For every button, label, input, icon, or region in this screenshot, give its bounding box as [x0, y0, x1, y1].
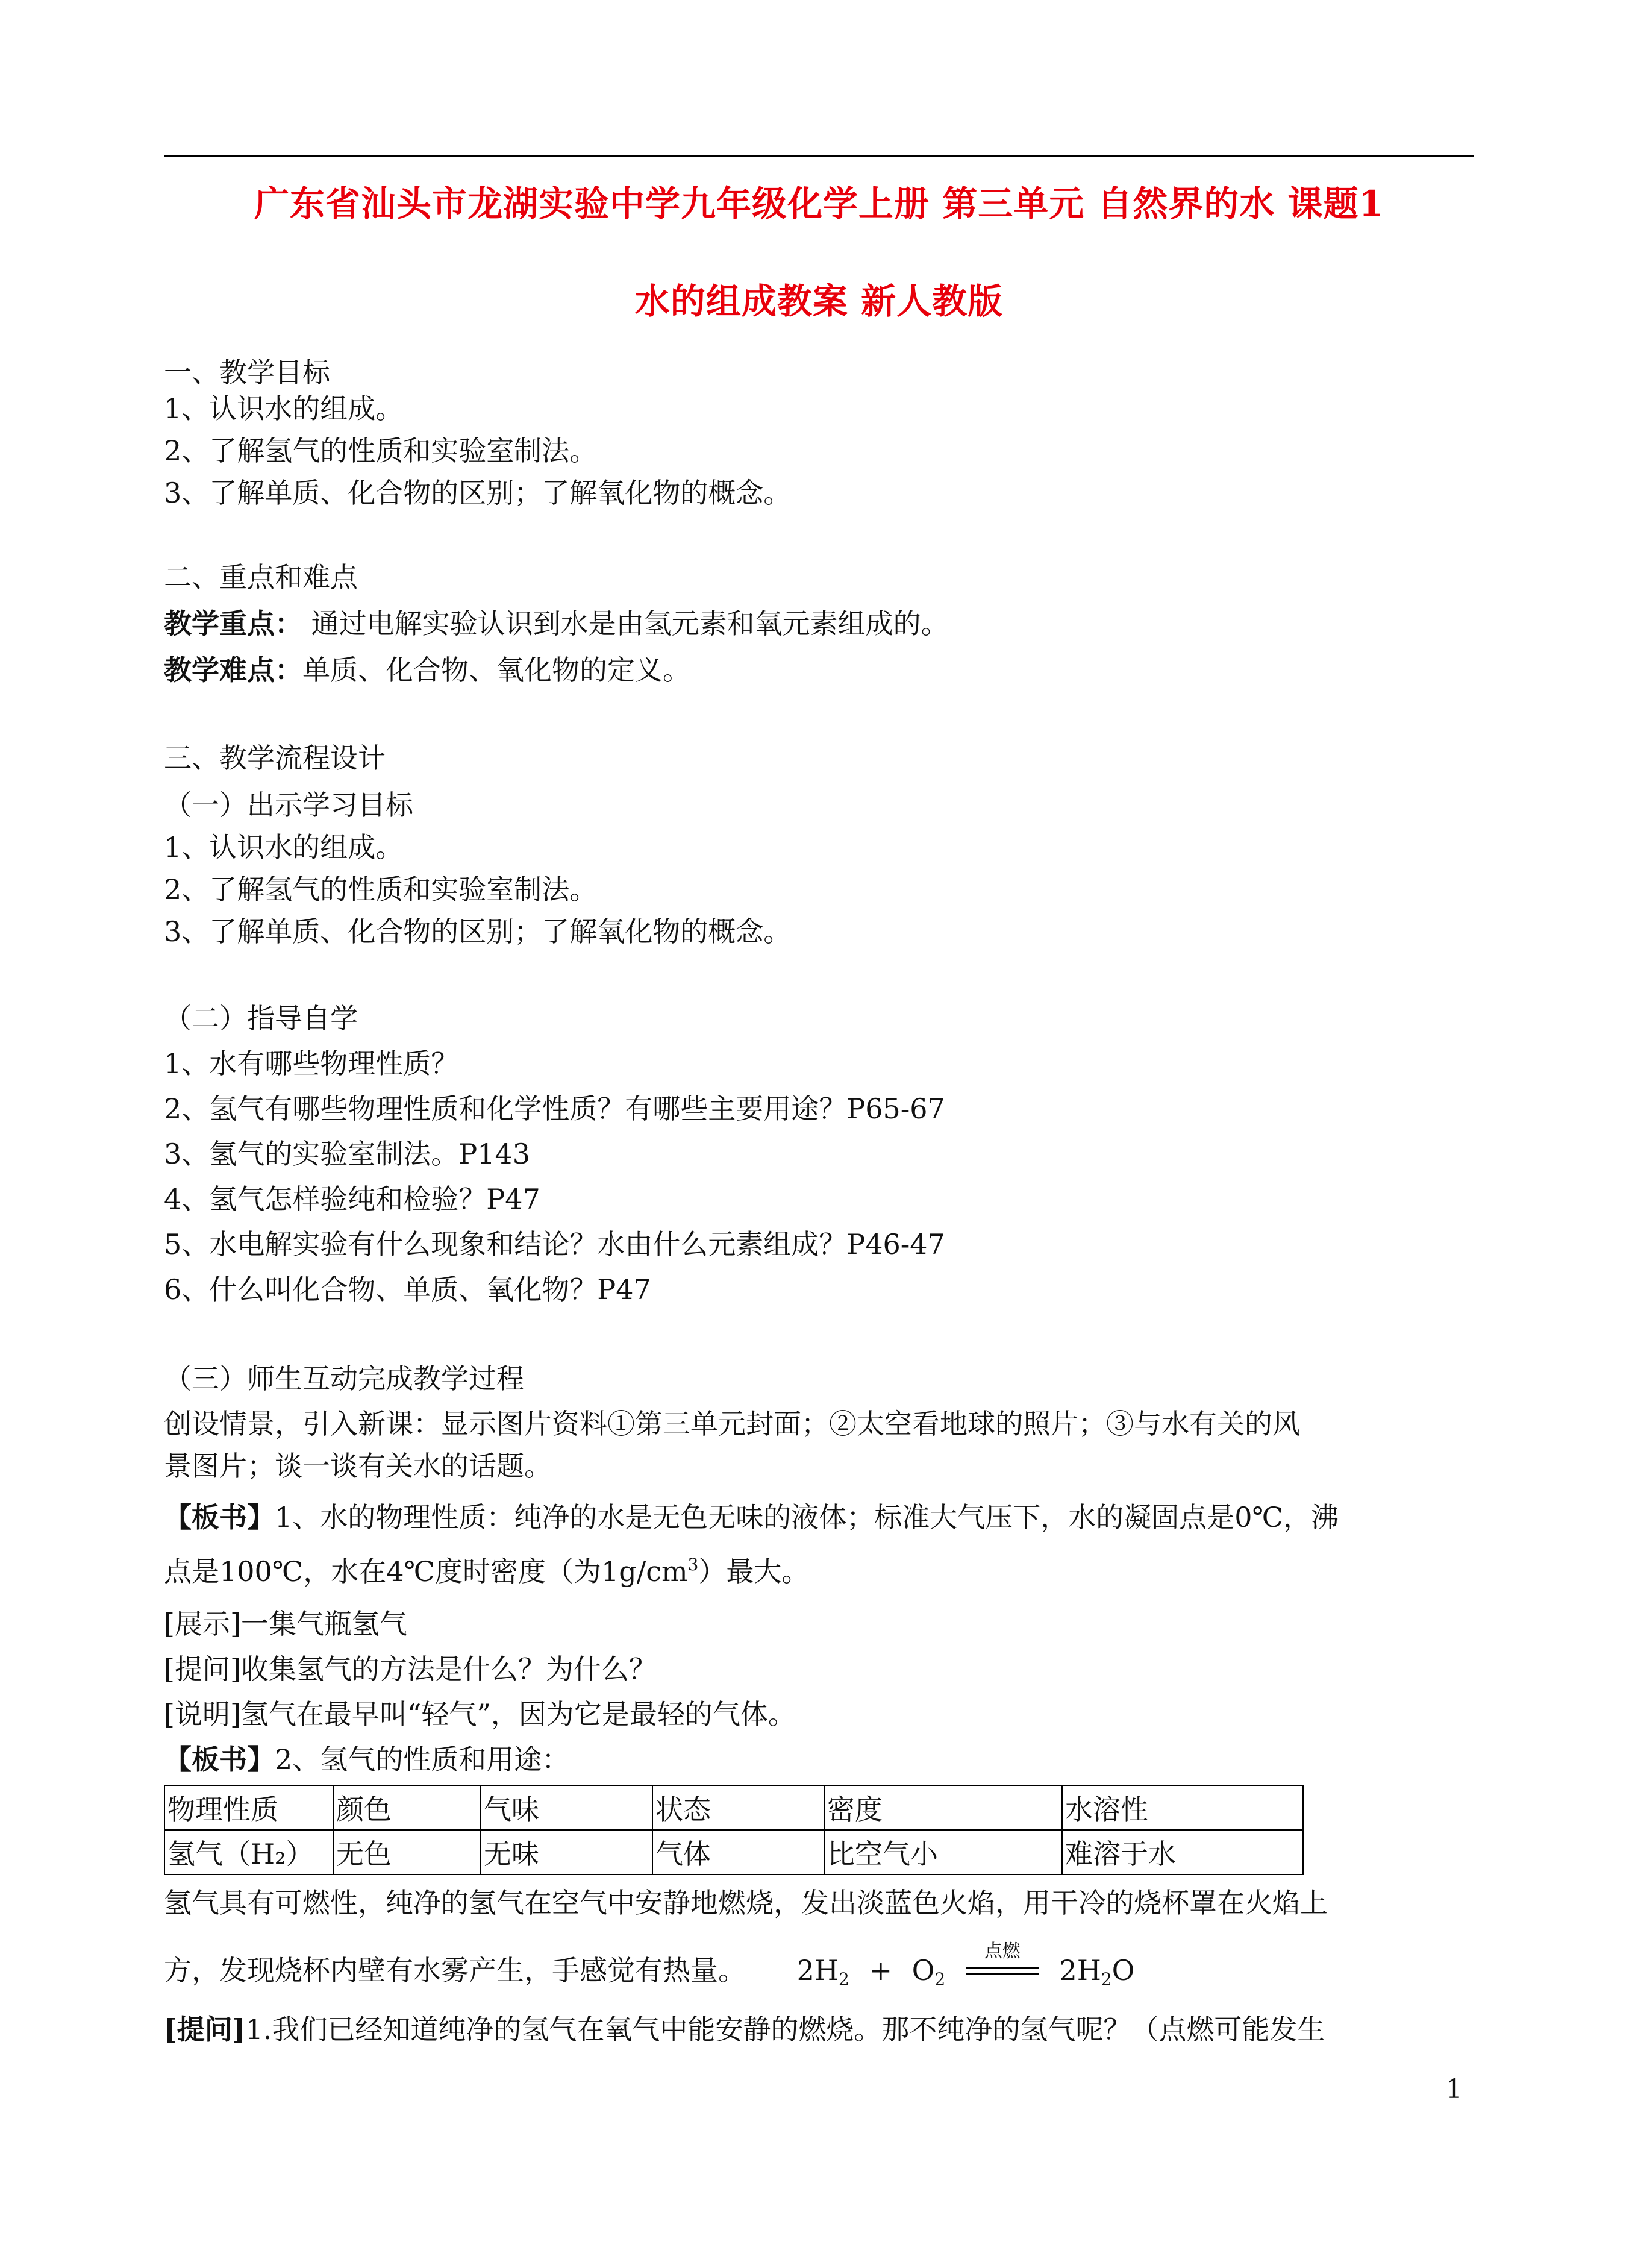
list-item: 2、了解氢气的性质和实验室制法。: [164, 873, 598, 906]
list-item: 1、水有哪些物理性质？: [164, 1047, 459, 1080]
difficult-point-line: [164, 652, 690, 688]
superscript: 3: [687, 1555, 699, 1574]
equals-bar: [966, 1967, 1039, 1969]
board-note-line: [164, 1741, 569, 1778]
key-point-text: 通过电解实验认识到水是由氢元素和氧元素组成的。: [302, 607, 949, 640]
table-header-cell: 颜色: [333, 1785, 481, 1830]
table-header-cell: 水溶性: [1062, 1785, 1303, 1830]
table-cell: 气体: [652, 1830, 824, 1875]
list-item: 2、了解氢气的性质和实验室制法。: [164, 434, 598, 467]
section-heading: 一、教学目标: [164, 356, 330, 389]
table-cell: 难溶于水: [1062, 1830, 1303, 1875]
demo-line: [展示]一集气瓶氢气: [164, 1608, 407, 1640]
board-note-label-end: 】: [247, 1743, 275, 1776]
subscript: 2: [934, 1969, 946, 1989]
document-title-line-1: 广东省汕头市龙湖实验中学九年级化学上册 第三单元 自然界的水 课题1: [254, 183, 1384, 224]
list-item: 3、了解单质、化合物的区别；了解氧化物的概念。: [164, 477, 792, 509]
list-item: 1、认识水的组成。: [164, 831, 404, 863]
board-note-text: 点是100℃，水在4℃度时密度（为1g/cm: [164, 1555, 688, 1588]
list-item: 5、水电解实验有什么现象和结论？水由什么元素组成？P46-47: [164, 1228, 945, 1261]
board-note-line: [164, 1553, 809, 1590]
section-heading: 二、重点和难点: [164, 561, 358, 594]
chemical-equation: [796, 1941, 1135, 1989]
table-header-cell: 状态: [652, 1785, 824, 1830]
paragraph-line: 创设情景，引入新课：显示图片资料①第三单元封面；②太空看地球的照片；③与水有关的风: [164, 1408, 1300, 1440]
list-item: 3、了解单质、化合物的区别；了解氧化物的概念。: [164, 915, 792, 948]
reaction-condition-label: 点燃: [984, 1941, 1021, 1962]
equation-plus: +: [869, 1954, 893, 1987]
paragraph-line: 景图片；谈一谈有关水的话题。: [164, 1450, 552, 1482]
reaction-condition-arrow: [966, 1941, 1039, 1979]
header-rule: [164, 155, 1474, 157]
table-cell: 无味: [481, 1830, 652, 1875]
explanation-line: [说明]氢气在最早叫“轻气”，因为它是最轻的气体。: [164, 1698, 796, 1731]
table-header-cell: 气味: [481, 1785, 652, 1830]
subscript: 2: [839, 1969, 849, 1989]
table-row: [164, 1830, 1303, 1875]
document-title-line-2: 水的组成教案 新人教版: [634, 281, 1004, 322]
board-note-label: 【板书】: [164, 1501, 275, 1533]
board-note-text: 2、氢气的性质和用途：: [275, 1743, 570, 1776]
key-point-label: 教学重点：: [164, 607, 302, 640]
list-item: 3、氢气的实验室制法。P143: [164, 1138, 531, 1170]
table-cell: 氢气（H₂）: [164, 1830, 333, 1875]
board-note-label: 【板书: [164, 1743, 247, 1776]
difficult-point-text: 单质、化合物、氧化物的定义。: [302, 654, 690, 686]
table-cell: 无色: [333, 1830, 481, 1875]
board-note-line: [164, 1499, 1339, 1535]
question-line: [提问]收集氢气的方法是什么？为什么？: [164, 1653, 657, 1685]
list-item: 1、认识水的组成。: [164, 392, 404, 425]
table-header-cell: 密度: [824, 1785, 1062, 1830]
subscript: 2: [1101, 1969, 1112, 1989]
difficult-point-label: 教学难点：: [164, 654, 302, 686]
table-header-cell: 物理性质: [164, 1785, 333, 1830]
question-label: [提问]: [164, 2013, 246, 2046]
equation-term: O: [1111, 1954, 1135, 1987]
board-note-text: 1、水的物理性质：纯净的水是无色无味的液体；标准大气压下，水的凝固点是0℃，沸: [275, 1501, 1339, 1533]
equation-term: 2H: [1059, 1954, 1101, 1987]
key-point-line: [164, 606, 949, 642]
list-item: 6、什么叫化合物、单质、氧化物？P47: [164, 1273, 651, 1306]
table-header-row: [164, 1785, 1303, 1830]
equals-bar: [966, 1973, 1039, 1975]
paragraph-line: [164, 1941, 1135, 1989]
board-note-text: ）最大。: [698, 1555, 810, 1588]
equation-term: 2H: [796, 1954, 839, 1987]
hydrogen-properties-table: [164, 1785, 1304, 1875]
list-item: 2、氢气有哪些物理性质和化学性质？有哪些主要用途？P65-67: [164, 1092, 945, 1125]
subsection-heading: （二）指导自学: [164, 1002, 358, 1035]
paragraph-text: 方，发现烧杯内壁有水雾产生，手感觉有热量。: [164, 1954, 746, 1987]
paragraph-line: 氢气具有可燃性，纯净的氢气在空气中安静地燃烧，发出淡蓝色火焰，用干冷的烧杯罩在火焰上: [164, 1887, 1328, 1919]
question-line: [164, 2011, 1325, 2047]
page-number: 1: [1446, 2074, 1463, 2105]
list-item: 4、氢气怎样验纯和检验？P47: [164, 1183, 540, 1215]
section-heading: 三、教学流程设计: [164, 742, 386, 774]
question-text: 1.我们已经知道纯净的氢气在氧气中能安静的燃烧。那不纯净的氢气呢？（点燃可能发生: [245, 2013, 1325, 2046]
table-cell: 比空气小: [824, 1830, 1062, 1875]
subsection-heading: （三）师生互动完成教学过程: [164, 1362, 524, 1395]
subsection-heading: （一）出示学习目标: [164, 789, 413, 821]
equation-term: O: [911, 1954, 935, 1987]
